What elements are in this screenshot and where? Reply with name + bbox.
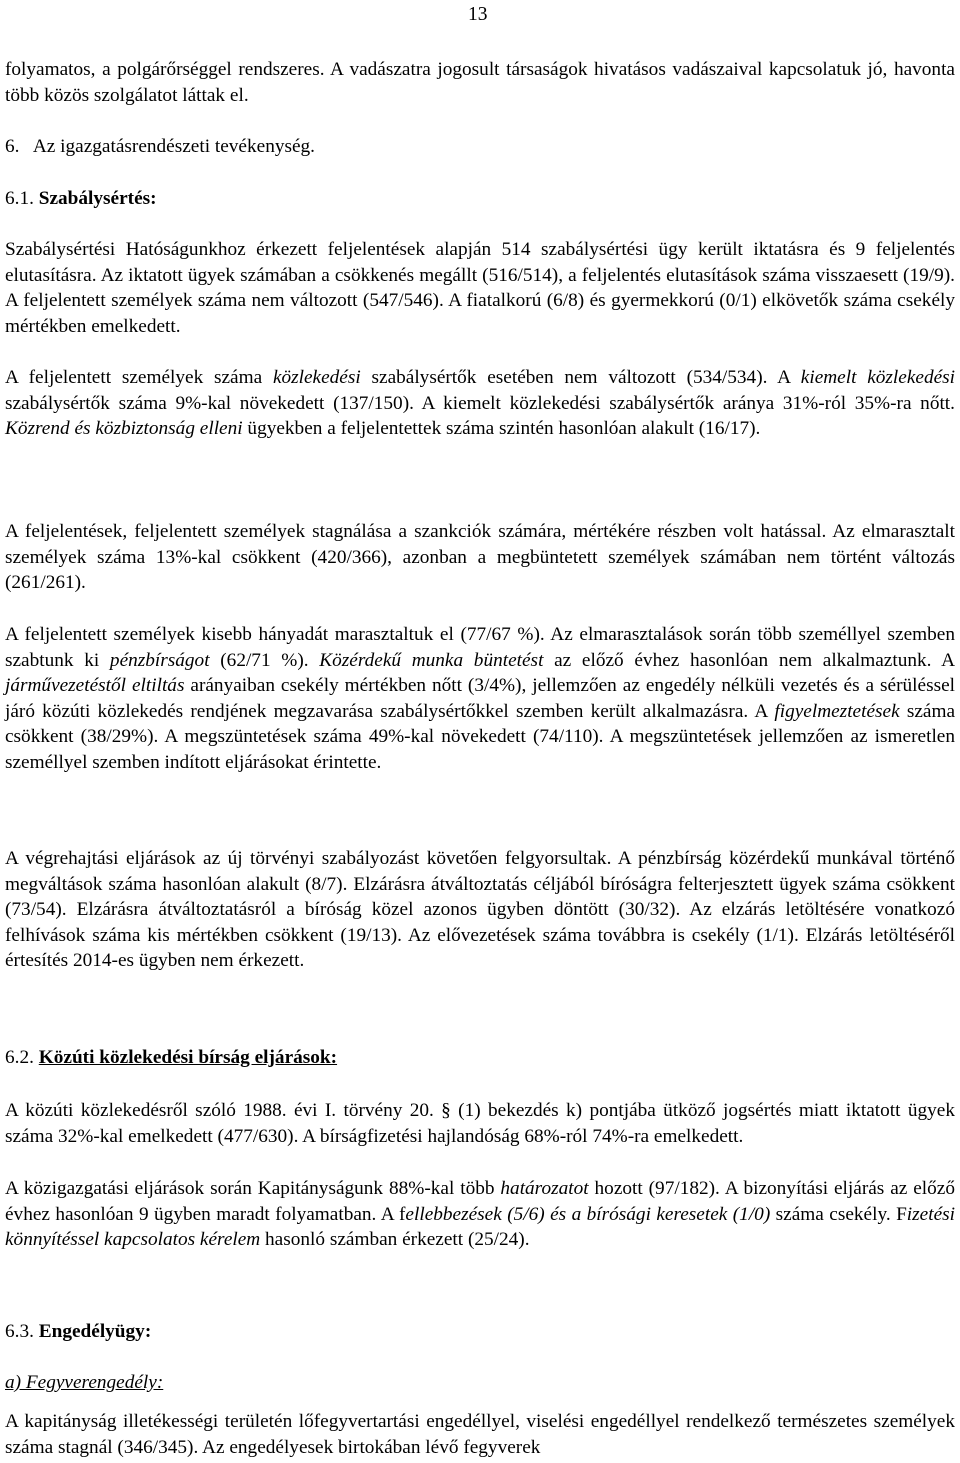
paragraph-1: Szabálysértési Hatóságunkhoz érkezett feljelentések alapján 514 szabálysértési ügy került iktatásra és 9 feljelentés elutasításra. Az iktatott ügyek számában a csökkenés megállt (516/514), a feljelentés elutasítások száma visszaesett (19/9). A feljelentett személyek száma nem változott (547/546). A fiatalkorú (6/8) és gyermekkorú (0/1) elkövetők száma csekély mértékben emelkedett. [5, 239, 955, 337]
p4-italic-d: Közérdekű munka büntetést [319, 649, 544, 671]
paragraph-2 [5, 365, 955, 442]
page-number: 13 [468, 4, 488, 25]
p4-italic-h: figyelmeztetések [774, 700, 900, 722]
p2-italic-f: Közrend és közbiztonság elleni [5, 418, 243, 440]
p7-text-e: száma csekély. F [770, 1203, 907, 1225]
section-6-1-heading [5, 186, 955, 212]
p2-text-a: A feljelentett személyek száma [5, 367, 273, 388]
section-6-3-heading [5, 1319, 955, 1345]
p2-text-c: szabálysértők esetében nem változott (534/534). A [360, 367, 801, 388]
paragraph-3: A feljelentések, feljelentett személyek stagnálása a szankciók számára, mértékére részben volt hatással. Az elmarasztalt személyek száma 13%-kal csökkent (420/366), azonban a megbüntetett személyek számában nem történt változás (261/261). [5, 521, 955, 594]
paragraph-8: A kapitányság illetékességi területén lőfegyvertartási engedéllyel, viselési engedéllyel rendelkező természetes személyek száma stagnál (346/345). Az engedélyesek birtokában lévő fegyverek [5, 1411, 955, 1458]
section-6-3-number: 6.3. [5, 1321, 34, 1342]
p2-text-e: szabálysértők száma 9%-kal növekedett (137/150). A kiemelt közlekedési szabálysértők aránya 31%-ról 35%-ra nőtt. [5, 392, 955, 414]
p7-italic-b: határozatot [500, 1178, 589, 1199]
p7-italic-d: ellebbezések (5/6) és a bírósági keresetek (1/0) [405, 1203, 771, 1225]
p7-text-a: A közigazgatási eljárások során Kapitányságunk 88%-kal több [5, 1178, 501, 1199]
p7-italic-f: izetési könnyítéssel kapcsolatos kérelem [5, 1203, 955, 1251]
paragraph-6: A közúti közlekedésről szóló 1988. évi I. törvény 20. § (1) bekezdés k) pontjába ütköző jogsértés miatt iktatott ügyek száma 32%-kal emelkedett (477/630). A bírságfizetési hajlandóság 68%-ról 74%-ra emelkedett. [5, 1100, 955, 1147]
p2-italic-d: kiemelt közlekedési [800, 367, 956, 388]
subsection-a-title: a) Fegyverengedély: [5, 1372, 164, 1393]
p4-text-a: A feljelentett személyek kisebb hányadát marasztaltuk el (77/67 %). Az elmarasztalások során több személlyel szemben szabtunk ki [5, 624, 955, 671]
paragraph-5: A végrehajtási eljárások az új törvényi szabályozást követően felgyorsultak. A pénzbírság közérdekű munkával történő megváltások száma hasonlóan alakult (8/7). Elzárásra átváltoztatás céljából bíróságra felterjesztett ügyek száma csökkent (73/54). Elzárásra átváltoztatásról a bíróság közel azonos ügyben döntött (30/32). Az elzárás letöltésére vonatkozó felhívások száma kis mértékben csökkent (19/13). Az elővezetések száma továbbra is csekély (1/1). Elzárás letöltéséről értesítés 2014-es ügyben nem érkezett. [5, 848, 955, 972]
paragraph-4 [5, 622, 955, 776]
intro-paragraph: folyamatos, a polgárőrséggel rendszeres. A vadászatra jogosult társaságok hivatásos vadászaival kapcsolatuk jó, havonta több közös szolgálatot láttak el. [5, 59, 955, 106]
p4-text-c: (62/71 %). [209, 649, 320, 671]
section-6-heading [5, 134, 955, 160]
paragraph-7 [5, 1176, 955, 1253]
section-6-1-title: Szabálysértés: [38, 188, 157, 209]
p4-text-i: száma csökkent (38/29%). A megszüntetések száma 49%-kal növekedett (74/110). A megszüntetések jellemzően az ismeretlen személlyel szemben indított eljárásokat érintette. [5, 700, 955, 773]
p4-italic-b: pénzbírságot [109, 649, 210, 671]
section-6-number: 6. [5, 136, 20, 157]
p2-text-g: ügyekben a feljelentettek száma szintén hasonlóan alakult (16/17). [242, 418, 761, 440]
p4-text-e: az előző évhez hasonlóan nem alkalmaztunk. A [543, 649, 956, 671]
p2-italic-b: közlekedési [272, 367, 361, 388]
p7-text-c: hozott (97/182). A bizonyítási eljárás az előző évhez hasonlóan 9 ügyben maradt folyamatban. A f [5, 1178, 955, 1225]
section-6-title: Az igazgatásrendészeti tevékenység. [32, 136, 315, 157]
section-6-2-heading [5, 1045, 955, 1071]
section-6-2-number: 6.2. [5, 1047, 34, 1068]
p4-text-g: arányaiban csekély mértékben nőtt (3/4%), jellemzően az engedély nélküli vezetés és a sérüléssel járó közúti közlekedés rendjének megzavarása szabálysértőkkel szemben került alkalmazásra. A [5, 675, 955, 722]
p4-italic-f: járművezetéstől eltiltás [5, 675, 185, 697]
section-6-2-title: Közúti közlekedési bírság eljárások: [38, 1047, 338, 1068]
section-6-3-title: Engedélyügy: [38, 1321, 152, 1342]
p7-text-g: hasonló számban érkezett (25/24). [260, 1229, 530, 1251]
section-6-1-number: 6.1. [5, 188, 34, 209]
